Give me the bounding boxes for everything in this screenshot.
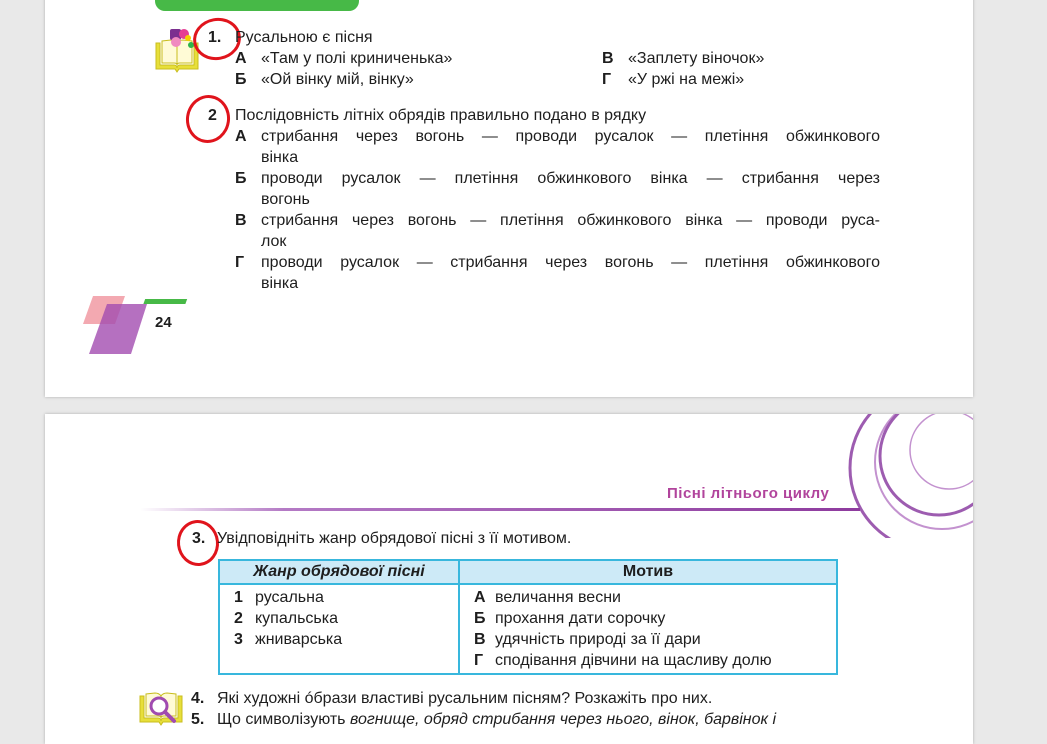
q3-text: Увідповідніть жанр обрядової пісні з її мотивом. [217,530,572,547]
q2-option-text-cont: вогонь [261,191,310,208]
q2-option-text: проводи русалок — плетіння обжинкового вінка — стрибання через [261,170,880,187]
list-item: 2 купальська [234,610,338,627]
green-header-tab [155,0,359,11]
q5-number: 5. [191,711,205,728]
q1-option-letter: В [602,50,614,67]
page-corner-decoration [83,294,195,361]
q4-text: Які художні óбрази властиві русальним пісням? Розкажіть про них. [217,690,713,707]
page-bottom [45,414,973,744]
q2-text: Послідовність літніх обрядів правильно подано в рядку [235,107,647,124]
q2-option-text-cont: вінка [261,149,299,166]
genre-column [219,584,459,674]
q5-text: Що символізують вогнище, обряд стрибання через нього, вінок, барвінок і [217,711,777,728]
q2-option-letter: Б [235,170,247,187]
q2-option-text: стрибання через вогонь — плетіння обжинкового вінка — проводи руса- [261,212,880,229]
q2-option-text-cont: лок [261,233,287,250]
q1-option-letter: Б [235,71,247,88]
table-header-motif: Мотив [459,560,837,584]
book-magnifier-icon [137,686,185,735]
q2-option-letter: В [235,212,247,229]
q1-option-text: «Ой вінку мій, вінку» [261,71,414,88]
q4-number: 4. [191,690,205,707]
list-item: 1 русальна [234,589,324,606]
q2-number: 2 [208,107,217,124]
q1-option-text: «Заплету віночок» [628,50,765,67]
list-item: В удячність природі за її дари [474,631,701,648]
list-item: А величання весни [474,589,621,606]
q1-option-text: «Там у полі криниченька» [261,50,453,67]
corner-circles-decoration [845,414,973,543]
q2-option-letter: А [235,128,247,145]
list-item: Б прохання дати сорочку [474,610,666,627]
table-header-genre: Жанр обрядової пісні [219,560,459,584]
q3-number: 3. [192,530,206,547]
page-top [45,0,973,397]
q1-number: 1. [208,29,222,46]
q2-option-text: стрибання через вогонь — проводи русалок — плетіння обжинкового [261,128,880,145]
q1-text: Русальною є пісня [235,29,373,46]
list-item: Г сподівання дівчини на щасливу долю [474,652,772,669]
list-item: 3 жниварська [234,631,343,648]
q1-option-text: «У ржі на межі» [628,71,745,88]
page-number: 24 [155,314,172,331]
matching-table [218,559,838,675]
section-title: Пісні літнього циклу [667,485,830,502]
q2-option-text: проводи русалок — стрибання через вогонь — плетіння обжинкового [261,254,880,271]
q1-option-letter: Г [602,71,612,88]
q2-option-text-cont: вінка [261,275,299,292]
section-rule [140,508,860,511]
q2-option-letter: Г [235,254,245,271]
q1-option-letter: А [235,50,247,67]
motif-column [459,584,837,674]
